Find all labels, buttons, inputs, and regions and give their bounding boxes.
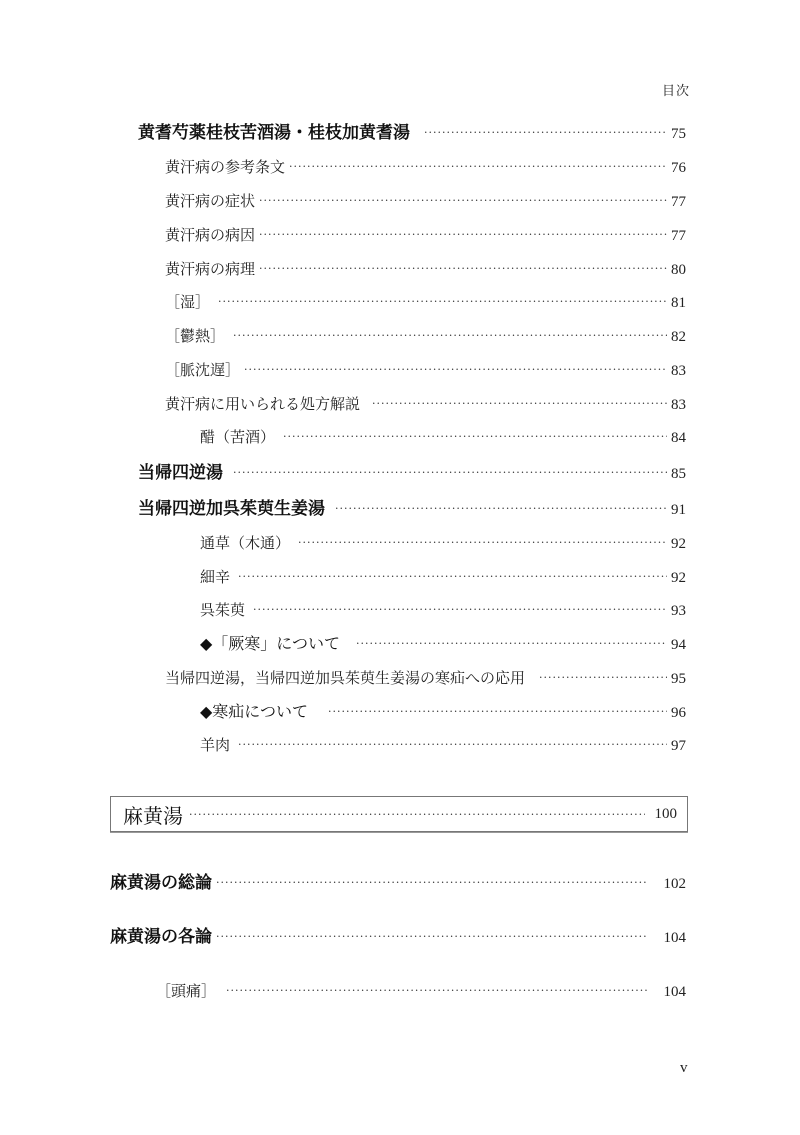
dot-leader [233,323,667,349]
dot-leader [424,120,667,146]
dot-leader [539,665,667,691]
toc-entry-label: ［頭痛］ [156,982,217,1000]
chapter-heading-box[interactable] [110,796,688,832]
toc-entry-label: 麻黄湯の各論 [110,927,212,947]
dot-leader [233,460,667,486]
toc-entry-label: ［脈沈遅］ [165,361,241,379]
toc-entry[interactable] [110,924,686,950]
dot-leader [259,188,667,214]
toc-entry-page: 95 [671,671,686,687]
toc-entry-label: ［鬱熱］ [165,327,226,345]
toc-entry[interactable] [200,732,686,758]
toc-entry-label: ◆寒疝について [200,702,308,721]
toc-entry-page: 104 [663,984,686,1000]
toc-entry[interactable] [165,154,686,180]
toc-entry-label: 当帰四逆湯，当帰四逆加呉茱萸生姜湯の寒疝への応用 [165,669,526,687]
toc-entry-page: 77 [671,194,686,210]
toc-entry-page: 80 [671,262,686,278]
toc-entry-label: 黄汗病の病理 [165,260,256,278]
toc-entry-page: 83 [671,363,686,379]
toc-entry-label: 黄汗病に用いられる処方解説 [165,395,361,413]
dot-leader [298,530,667,556]
dot-leader [216,870,648,896]
toc-entry-page: 92 [671,570,686,586]
toc-entry[interactable] [165,256,686,282]
dot-leader [216,924,648,950]
dot-leader [238,732,667,758]
dot-leader [253,597,667,623]
toc-entry-label: 呉茱萸 [200,601,246,619]
dot-leader [189,808,645,821]
toc-entry-page: 93 [671,603,686,619]
toc-entry-label: 当帰四逆湯 [138,463,223,483]
dot-leader [289,154,667,180]
dot-leader [328,699,667,725]
dot-leader [356,631,667,657]
toc-entry-label: 麻黄湯の総論 [110,873,212,893]
toc-entry-page: 84 [671,430,686,446]
toc-entry-label: 黄汗病の症状 [165,192,256,210]
toc-entry[interactable] [165,222,686,248]
toc-entry-page: 94 [671,637,686,653]
toc-entry[interactable] [165,357,686,383]
toc-entry-page: 83 [671,397,686,413]
toc-entry[interactable] [200,530,686,556]
toc-entry-label: 当帰四逆加呉茱萸生姜湯 [138,499,325,519]
dot-leader [259,256,667,282]
page-number: v [680,1060,688,1076]
toc-entry-label: ◆「厥寒」について [200,634,340,653]
chapter-title: 麻黄湯 [123,803,183,828]
toc-entry-label: 黄汗病の病因 [165,226,256,244]
toc-entry-label: 醋（苦酒） [200,428,276,446]
running-head: 目次 [661,84,690,99]
dot-leader [372,391,667,417]
toc-entry[interactable] [165,323,686,349]
toc-entry-page: 85 [671,466,686,482]
toc-entry-label: 細辛 [200,568,231,586]
toc-entry[interactable] [200,564,686,590]
dot-leader [238,564,667,590]
toc-entry[interactable] [138,460,686,486]
toc-entry[interactable] [200,424,686,450]
toc-entry-page: 81 [671,295,686,311]
toc-entry-label: ［湿］ [165,293,211,311]
toc-entry[interactable] [138,120,686,146]
toc-entry-page: 96 [671,705,686,721]
toc-entry-page: 104 [663,930,686,946]
toc-entry-page: 97 [671,738,686,754]
toc-entry-label: 羊肉 [200,736,231,754]
dot-leader [244,357,667,383]
toc-entry-page: 75 [671,126,686,142]
toc-entry-page: 102 [663,876,686,892]
toc-entry[interactable] [165,289,686,315]
toc-entry[interactable] [138,496,686,522]
toc-entry-label: 黄汗病の参考条文 [165,158,286,176]
toc-entry-page: 82 [671,329,686,345]
toc-entry-label: 黄耆芍薬桂枝苦酒湯・桂枝加黄耆湯 [138,123,410,143]
dot-leader [226,978,647,1004]
toc-entry-page: 76 [671,160,686,176]
toc-entry[interactable] [200,597,686,623]
toc-entry-label: 通草（木通） [200,534,291,552]
toc-entry[interactable] [156,978,686,1004]
toc-entry[interactable] [200,631,686,657]
dot-leader [335,496,667,522]
toc-entry[interactable] [200,699,686,725]
toc-entry-page: 92 [671,536,686,552]
toc-entry[interactable] [165,665,686,691]
toc-entry-page: 91 [671,502,686,518]
toc-entry[interactable] [165,391,686,417]
dot-leader [283,424,667,450]
toc-entry[interactable] [165,188,686,214]
toc-entry[interactable] [110,870,686,896]
dot-leader [259,222,667,248]
chapter-page: 100 [654,805,677,822]
toc-entry-page: 77 [671,228,686,244]
dot-leader [218,289,667,315]
